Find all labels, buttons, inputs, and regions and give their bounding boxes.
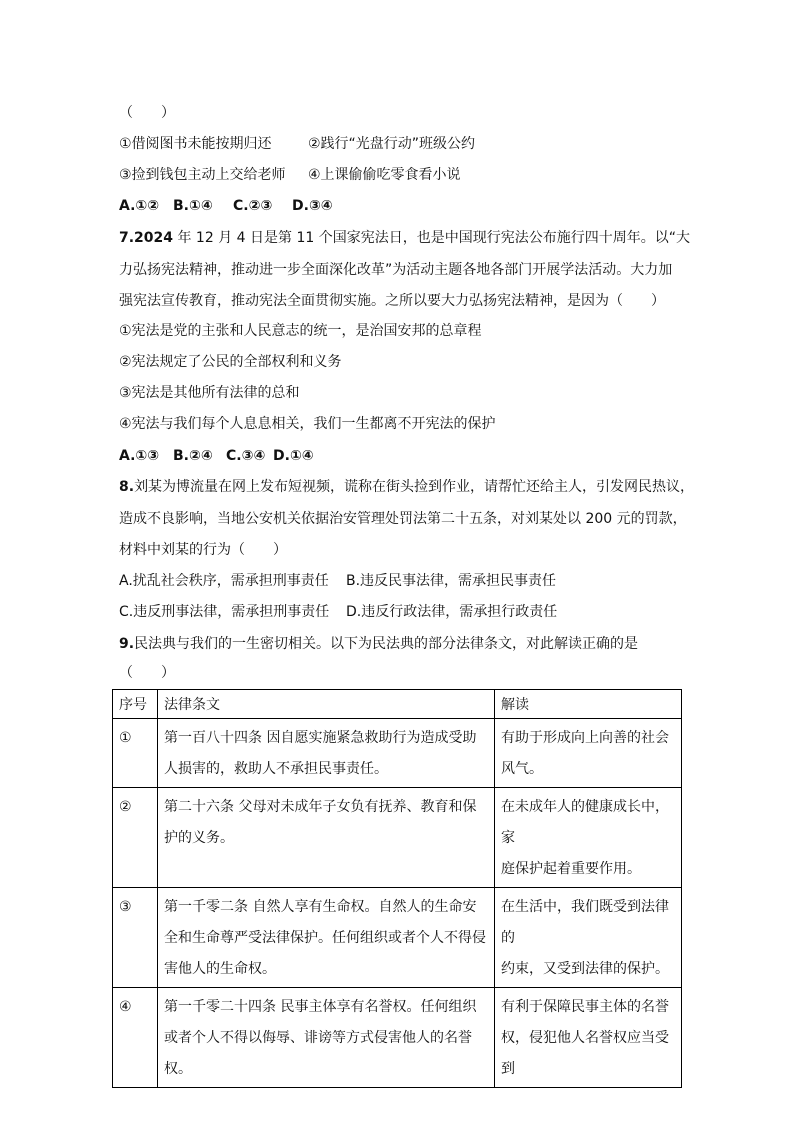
q8-choices-row2	[119, 602, 557, 622]
note-line: 在未成年人的健康成长中，家	[501, 799, 669, 846]
q8-choices-row1	[119, 571, 556, 591]
law-article-cell	[158, 888, 495, 988]
q6-option-1: ①借阅图书未能按期归还	[119, 136, 272, 152]
law-line: 第一千零二条 自然人享有生命权。自然人的生命安	[164, 899, 477, 915]
q6-choices	[119, 196, 333, 216]
interpretation-cell	[495, 988, 682, 1088]
law-line: 或者个人不得以侮辱、诽谤等方式侵害他人的名誉权。	[164, 1030, 472, 1077]
q7-choice-b: B.②④	[173, 448, 213, 464]
q7-option-3: ③宪法是其他所有法律的总和	[119, 385, 300, 401]
row-number: ④	[113, 988, 158, 1088]
q8-stem-line1	[119, 477, 694, 497]
q6-option-3: ③捡到钱包主动上交给老师	[119, 167, 286, 183]
row-number: ①	[113, 719, 158, 788]
q8-choice-d: D.违反行政法律，需承担行政责任	[346, 604, 558, 620]
row-number: ②	[113, 788, 158, 888]
header-law-article: 法律条文	[158, 690, 495, 719]
q7-option-1: ①宪法是党的主张和人民意志的统一，是治国安邦的总章程	[119, 323, 482, 339]
q8-stem-line1-text: 刘某为博流量在网上发布短视频，谎称在街头捡到作业，请帮忙还给主人，引发网民热议，	[134, 479, 695, 495]
q7-choice-a: A.①③	[119, 448, 160, 464]
q6-choice-a: A.①②	[119, 198, 160, 214]
law-line: 护的义务。	[164, 830, 234, 846]
q9-stem-line1-text: 民法典与我们的一生密切相关。以下为民法典的部分法律条文，对此解读正确的是	[134, 636, 639, 652]
note-line: 在生活中，我们既受到法律的	[501, 899, 669, 946]
header-number: 序号	[113, 690, 158, 719]
interpretation-cell	[495, 888, 682, 988]
table-row	[113, 888, 682, 988]
q7-stem-line1	[119, 228, 690, 248]
q7-choices	[119, 446, 314, 466]
q7-option-4: ④宪法与我们每个人息息相关，我们一生都离不开宪法的保护	[119, 416, 496, 432]
note-line: 约束，又受到法律的保护。	[501, 961, 669, 977]
q9-paren: （ ）	[119, 665, 175, 681]
law-article-cell	[158, 719, 495, 788]
q6-option-2: ②践行“光盘行动”班级公约	[308, 136, 476, 152]
law-article-cell	[158, 788, 495, 888]
table-row	[113, 988, 682, 1088]
header-interpretation: 解读	[495, 690, 682, 719]
q6-choice-b: B.①④	[173, 198, 213, 214]
q7-option-2: ②宪法规定了公民的全部权利和义务	[119, 354, 342, 370]
interpretation-cell	[495, 788, 682, 888]
q7-number: 7.2024	[119, 230, 174, 246]
q7-choice-d: D.①④	[273, 448, 314, 464]
q8-choice-a: A.扰乱社会秩序，需承担刑事责任	[119, 573, 329, 589]
q8-number: 8.	[119, 479, 135, 495]
table-header-row	[113, 690, 682, 719]
law-line: 第二十六条 父母对未成年子女负有抚养、教育和保	[164, 799, 477, 815]
q9-number: 9.	[119, 636, 135, 652]
civil-code-table	[112, 689, 682, 1088]
interpretation-cell	[495, 719, 682, 788]
q6-options-row2	[119, 165, 461, 185]
q7-choice-c: C.③④	[226, 448, 266, 464]
note-line: 庭保护起着重要作用。	[501, 861, 641, 877]
table-row	[113, 788, 682, 888]
q8-choice-b: B.违反民事法律，需承担民事责任	[346, 573, 557, 589]
q7-stem-line2: 力弘扬宪法精神，推动进一步全面深化改革”为活动主题各地各部门开展学法活动。大力加	[119, 262, 673, 278]
law-line: 第一百八十四条 因自愿实施紧急救助行为造成受助	[164, 730, 477, 746]
q6-option-4: ④上课偷偷吃零食看小说	[308, 167, 461, 183]
q8-choice-c: C.违反刑事法律，需承担刑事责任	[119, 604, 330, 620]
q8-stem-line2: 造成不良影响，当地公安机关依据治安管理处罚法第二十五条，对刘某处以 200 元的罚款，	[119, 511, 687, 527]
q6-choice-d: D.③④	[292, 198, 333, 214]
note-line: 有助于形成向上向善的社会	[501, 730, 669, 746]
note-line: 有利于保障民事主体的名誉	[501, 999, 669, 1015]
q6-choice-c: C.②③	[233, 198, 273, 214]
table-row	[113, 719, 682, 788]
q7-stem-line3: 强宪法宣传教育，推动宪法全面贯彻实施。之所以要大力弘扬宪法精神，是因为（ ）	[119, 293, 665, 309]
q6-paren: （ ）	[119, 105, 175, 121]
law-line: 害他人的生命权。	[164, 961, 276, 977]
note-line: 风气。	[501, 761, 543, 777]
q8-stem-line3: 材料中刘某的行为（ ）	[119, 542, 287, 558]
row-number: ③	[113, 888, 158, 988]
law-line: 人损害的，救助人不承担民事责任。	[164, 761, 388, 777]
q9-stem-line1	[119, 634, 638, 654]
q7-stem-line1-text: 年 12 月 4 日是第 11 个国家宪法日，也是中国现行宪法公布施行四十周年。以“大	[177, 230, 690, 246]
law-line: 全和生命尊严受法律保护。任何组织或者个人不得侵	[164, 930, 486, 946]
law-article-cell	[158, 988, 495, 1088]
law-line: 第一千零二十四条 民事主体享有名誉权。任何组织	[164, 999, 477, 1015]
note-line: 权，侵犯他人名誉权应当受到	[501, 1030, 669, 1077]
q6-options-row1	[119, 134, 475, 154]
